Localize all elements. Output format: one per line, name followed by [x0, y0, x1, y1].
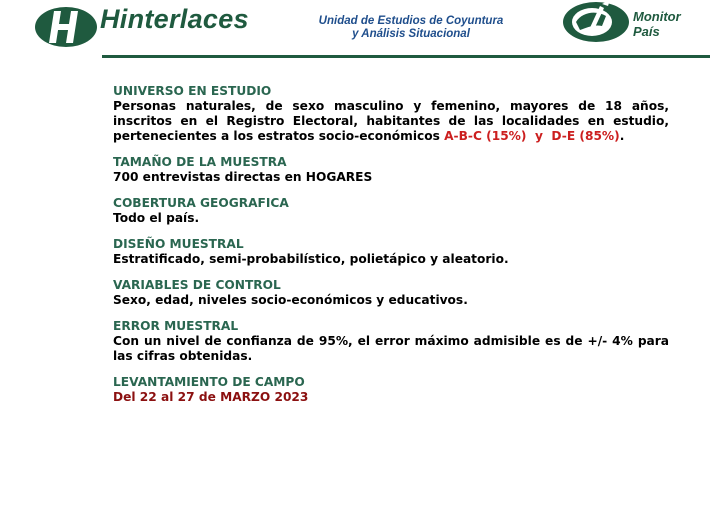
section-text: Con un nivel de confianza de 95%, el error máximo admisible es de +/- 4% para las cifras obtenidas.: [113, 334, 669, 363]
strata-join: y: [534, 129, 543, 143]
universo-text: Personas naturales, de sexo masculino y femenino, mayores de 18 años, inscritos en el Registro Electoral, habitantes de las localidades en estudio, pertenecientes a los estratos socio-económicos: [113, 99, 669, 143]
section-heading: DISEÑO MUESTRAL: [113, 237, 244, 251]
section-variables: [113, 278, 669, 308]
strata-abc: A-B-C (15%): [444, 129, 527, 143]
universo-end: .: [619, 129, 625, 143]
unit-title-line1: Unidad de Estudios de Coyuntura: [318, 15, 504, 27]
monitor-title: [633, 9, 681, 39]
unit-title: [300, 15, 522, 41]
section-cobertura: [113, 196, 669, 226]
section-universo: [113, 84, 669, 144]
section-heading: LEVANTAMIENTO DE CAMPO: [113, 375, 305, 389]
section-muestra: [113, 155, 669, 185]
methodology-content: [113, 84, 669, 416]
section-error: [113, 319, 669, 364]
brand-name: Hinterlaces: [100, 4, 249, 34]
section-heading: ERROR MUESTRAL: [113, 319, 239, 333]
section-heading: TAMAÑO DE LA MUESTRA: [113, 155, 287, 169]
hinterlaces-logo-icon: [34, 6, 98, 48]
strata-de: D-E (85%): [551, 129, 620, 143]
section-levantamiento: [113, 375, 669, 405]
unit-title-line2: y Análisis Situacional: [352, 28, 470, 40]
section-diseno: [113, 237, 669, 267]
section-text: Sexo, edad, niveles socio-económicos y educativos.: [113, 293, 468, 307]
monitor-title-line1: Monitor: [633, 9, 681, 24]
section-text: 700 entrevistas directas en HOGARES: [113, 170, 373, 184]
section-heading: COBERTURA GEOGRAFICA: [113, 196, 289, 210]
header-divider: [102, 55, 710, 58]
section-heading: VARIABLES DE CONTROL: [113, 278, 281, 292]
section-text: Del 22 al 27 de MARZO 2023: [113, 390, 309, 404]
section-text: Todo el país.: [113, 211, 200, 225]
section-text: [113, 99, 669, 144]
section-text: Estratificado, semi-probabilístico, polietápico y aleatorio.: [113, 252, 509, 266]
section-heading: UNIVERSO EN ESTUDIO: [113, 84, 272, 98]
page-header: [0, 0, 710, 60]
monitor-title-line2: País: [633, 24, 660, 39]
monitor-pais-logo-icon: [562, 0, 632, 44]
